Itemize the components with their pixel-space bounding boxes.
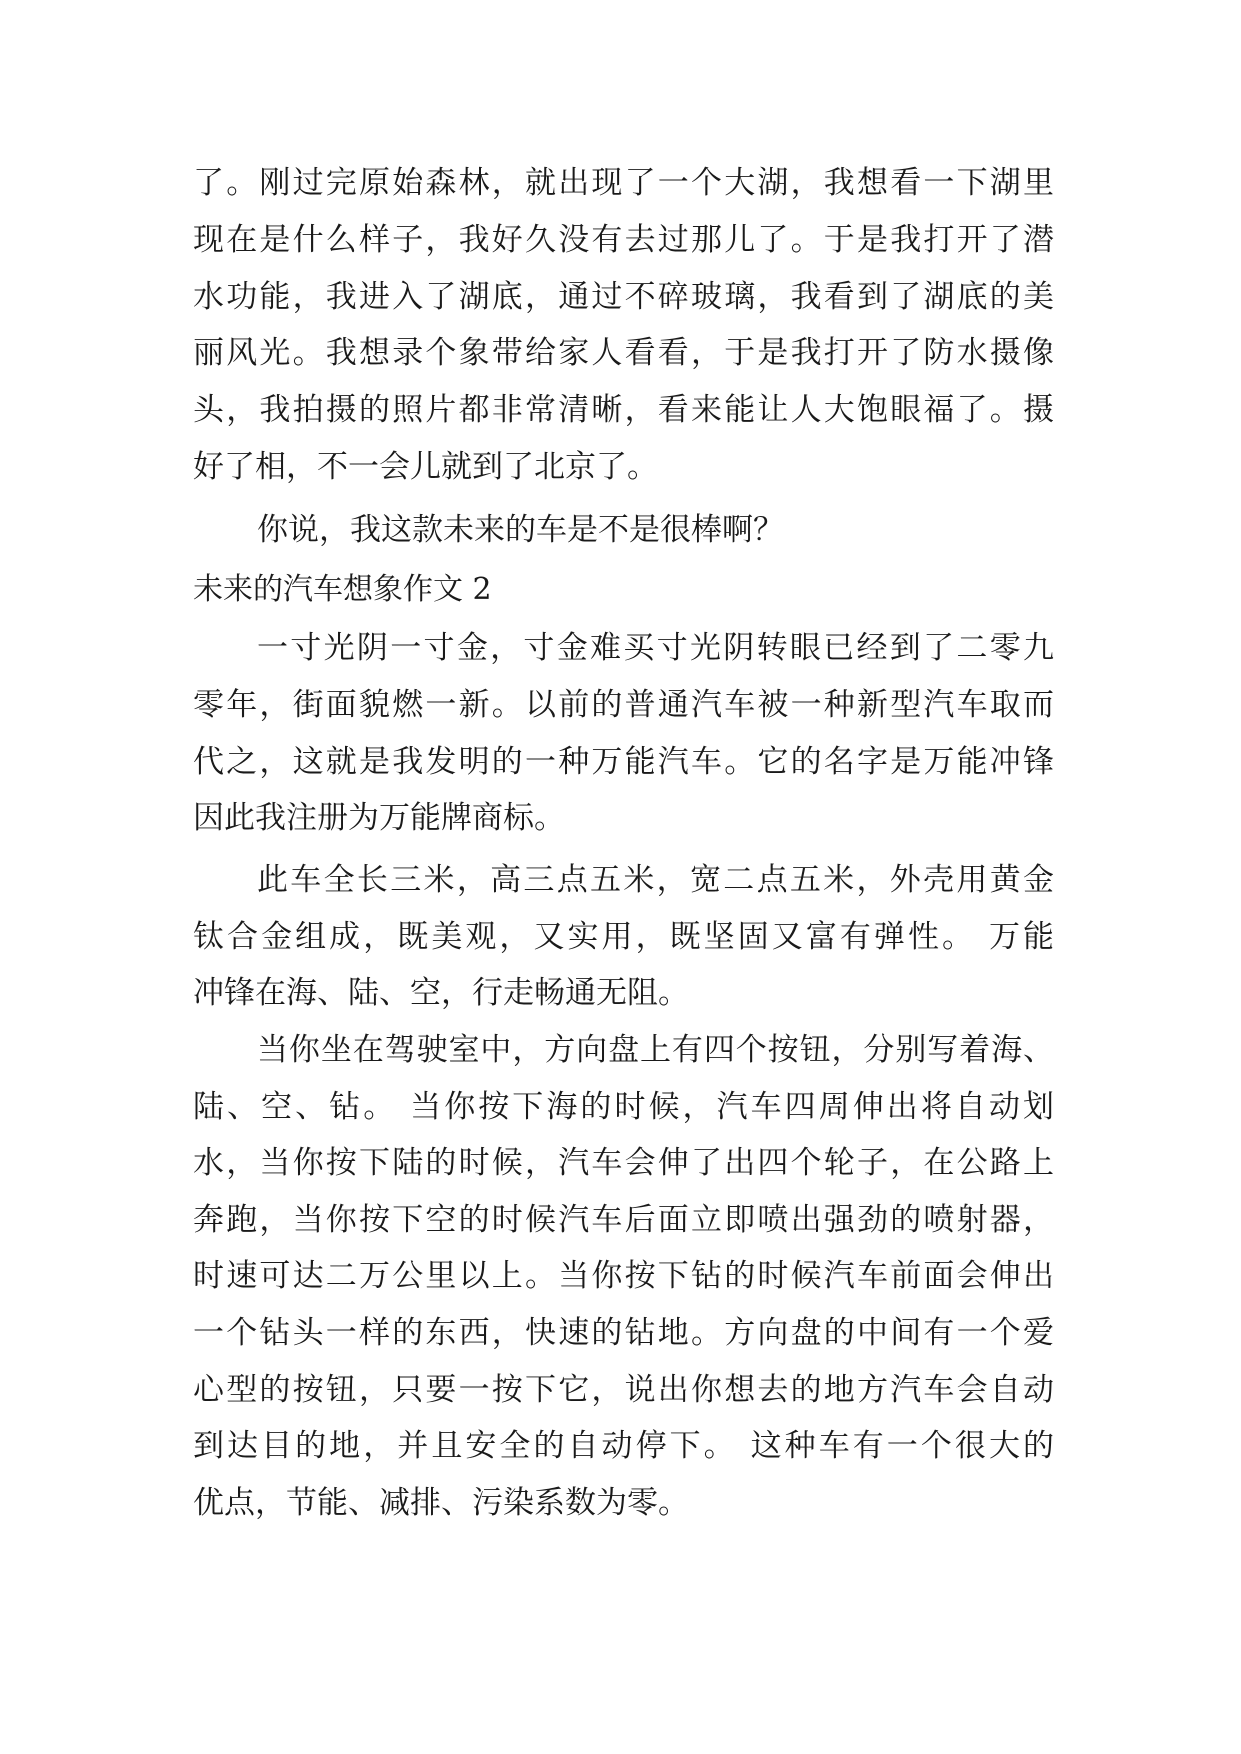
text-line: 因此我注册为万能牌商标。 bbox=[193, 800, 565, 836]
text-line: 你说，我这款未来的车是不是很棒啊？ bbox=[257, 512, 784, 548]
text-line: 冲锋在海、陆、空，行走畅通无阻。 bbox=[193, 975, 689, 1011]
text-line: 一寸光阴一寸金，寸金难买寸光阴转眼已经到了二零九 bbox=[257, 630, 1054, 666]
text-line: 此车全长三米，高三点五米，宽二点五米，外壳用黄金 bbox=[257, 862, 1054, 898]
text-line: 丽风光。我想录个象带给家人看看，于是我打开了防水摄像 bbox=[193, 335, 1054, 371]
title-text: 未来的汽车想象作文 2 bbox=[193, 572, 492, 607]
text-line: 到达目的地，并且安全的自动停下。 这种车有一个很大的 bbox=[193, 1428, 1054, 1464]
text-line: 时速可达二万公里以上。当你按下钻的时候汽车前面会伸出 bbox=[193, 1258, 1054, 1294]
text-line: 水功能，我进入了湖底，通过不碎玻璃，我看到了湖底的美 bbox=[193, 279, 1054, 315]
text-line: 代之，这就是我发明的一种万能汽车。它的名字是万能冲锋 bbox=[193, 744, 1054, 780]
text-line: 现在是什么样子，我好久没有去过那儿了。于是我打开了潜 bbox=[193, 222, 1054, 258]
text-line: 优点，节能、减排、污染系数为零。 bbox=[193, 1485, 689, 1521]
text-line: 水，当你按下陆的时候，汽车会伸了出四个轮子，在公路上 bbox=[193, 1145, 1054, 1181]
text-line: 奔跑，当你按下空的时候汽车后面立即喷出强劲的喷射器， bbox=[193, 1202, 1054, 1238]
text-line: 当你坐在驾驶室中，方向盘上有四个按钮，分别写着海、 bbox=[257, 1032, 1054, 1068]
text-line: 钛合金组成，既美观，又实用，既坚固又富有弹性。 万能 bbox=[193, 919, 1054, 955]
text-line: 好了相，不一会儿就到了北京了。 bbox=[193, 449, 658, 485]
text-line: 了。刚过完原始森林，就出现了一个大湖，我想看一下湖里 bbox=[193, 165, 1054, 201]
text-line: 一个钻头一样的东西，快速的钻地。方向盘的中间有一个爱 bbox=[193, 1315, 1054, 1351]
text-line: 头，我拍摄的照片都非常清晰，看来能让人大饱眼福了。摄 bbox=[193, 392, 1054, 428]
text-line: 心型的按钮，只要一按下它，说出你想去的地方汽车会自动 bbox=[193, 1372, 1054, 1408]
text-line: 陆、空、钻。 当你按下海的时候，汽车四周伸出将自动划 bbox=[193, 1089, 1054, 1125]
text-line: 零年，街面貌燃一新。以前的普通汽车被一种新型汽车取而 bbox=[193, 687, 1054, 723]
